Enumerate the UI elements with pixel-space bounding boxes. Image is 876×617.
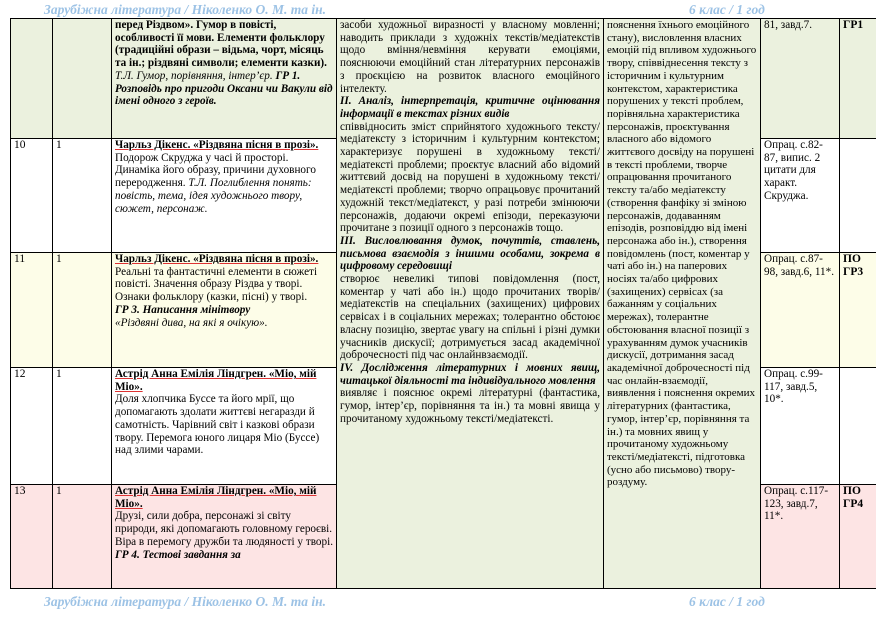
lesson-number: 11 xyxy=(11,253,53,368)
topic-title: перед Різдвом». Гумор в повісті, особливості її мови. Елементи фольклору (традиційні образи – відьма, чорт, місяць та ін.; різдвяні символи; елементи казки). xyxy=(115,19,327,70)
homework: Опрац. с.99-117, завд.5, 10*. xyxy=(761,368,840,485)
expected-results: пояснення їхнього емоційного стану), висловлення власних емоцій під впливом художнього твору, співвіднесення тексту з історичним і культурним контекстом, характеристика порушених у тексті проблем, порівняльна характеристика персонажів, проєктування власного або відомого життєвого досвіду на порушені в тексті проблеми, творче опрацювання прочитаного тексту та/або медіатексту (створення фанфіку зі зміною персонажів, додаванням епізодів, розповіддю від імені персонажа або ін.), створення повідомлень (пост, коментар у чаті або ін.) на паперових носіях та/або цифрових (захищених) сервісах (за бажанням у соціальних мережах), толерантне обстоювання власної позиції з урахуванням думок учасників дискусії, дотримання засад академічної доброчесності під час онлайн-взаємодії, виявлення і пояснення окремих літературних (фантастика, гумор, інтер’єр, порівняння та ін.) та мовних явищ у прочитаному художньому тексті/медіатексті, підготовка (усно або письмово) твору-роздуму. xyxy=(604,19,761,589)
homework: Опрац. с.82-87, випис. 2 цитати для характ. Скруджа. xyxy=(761,139,840,253)
lesson-hours: 1 xyxy=(53,485,112,589)
topic-title: Астрід Анна Емілія Ліндгрен. «Міо, мій Міо». xyxy=(115,368,317,393)
lesson-number: 10 xyxy=(11,139,53,253)
lesson-hours: 1 xyxy=(53,139,112,253)
group-work: ПО ГР3 xyxy=(840,253,876,368)
outcomes-paragraph-1: засоби художньої виразності у власному мовленні; наводить приклади з художніх текстів/медіатекстів щодо вміння/невміння керувати емоціями, пояснюючи емоційний стан літературних персонажів з проєкцією на розвиток власного емоційного інтелекту. xyxy=(340,19,600,95)
lesson-number: 13 xyxy=(11,485,53,589)
lesson-number xyxy=(11,19,53,139)
topic-body: Подорож Скруджа у часі й просторі. Динаміка його образу, причини духовного переродження. xyxy=(115,151,316,190)
outcomes-heading-2: ІІ. Аналіз, інтерпретація, критичне оцінювання інформації в текстах різних видів xyxy=(340,95,600,120)
topic-group-task: ГР 1. Розповідь про пригоди Оксани чи Вакули від імені одного з героїв. xyxy=(115,69,333,108)
group-work: ГР1 xyxy=(840,19,876,139)
topic-group-task: ГР 4. Тестові завдання за xyxy=(115,548,241,561)
homework: Опрац. с.87-98, завд.6, 11*. xyxy=(761,253,840,368)
lesson-number: 12 xyxy=(11,368,53,485)
topic-group-task: ГР 3. Написання мінітвору xyxy=(115,303,251,316)
lesson-topic xyxy=(112,485,337,589)
topic-theory: Т.Л. Гумор, порівняння, інтер’єр. xyxy=(115,69,273,82)
outcomes-paragraph-4: виявляє і пояснює окремі літературні (фантастика, гумор, інтер’єр, порівняння та ін.) та мовні явища у прочитаному художньому тексті/медіатексті. xyxy=(340,387,600,425)
lesson-hours xyxy=(53,19,112,139)
topic-title: Чарльз Дікенс. «Різдвяна пісня в прозі». xyxy=(115,253,319,265)
lesson-plan-table xyxy=(10,18,876,589)
table-row xyxy=(11,19,876,139)
topic-quote: «Різдвяні дива, на які я очікую». xyxy=(115,316,268,329)
topic-title: Астрід Анна Емілія Ліндгрен. «Міо, мій Міо». xyxy=(115,485,317,510)
lesson-topic xyxy=(112,19,337,139)
topic-body: Реальні та фантастичні елементи в сюжеті повісті. Значення образу Різдва у творі. Ознаки фольклору (казки, пісні) у творі. xyxy=(115,265,318,304)
group-work xyxy=(840,368,876,485)
page-footer xyxy=(0,592,876,614)
footer-book-title: Зарубіжна література / Ніколенко О. М. та ін. xyxy=(44,594,326,609)
lesson-topic xyxy=(112,368,337,485)
educational-outcomes xyxy=(337,19,604,589)
homework: 81, завд.7. xyxy=(761,19,840,139)
lesson-hours: 1 xyxy=(53,253,112,368)
header-grade: 6 клас / 1 год xyxy=(689,2,765,17)
topic-body: Доля хлопчика Буссе та його мрії, що допомагають здолати життєві негаразди й самотність. Чарівний світ і казкові образи твору. Перемога юного лицаря Міо (Буссе) над злими чарами. xyxy=(115,393,320,457)
topic-theory: Т.Л. Поглиблення понять: повість, тема, ідея художнього твору, сюжет, персонаж. xyxy=(115,177,312,215)
homework: Опрац. с.117-123, завд.7, 11*. xyxy=(761,485,840,589)
outcomes-paragraph-2: співвідносить зміст сприйнятого художнього тексту/медіатексту з історичним і культурним контекстом; характеризує порушені в художньому тексті/медіатексті проблеми; проєктує власний або відомий життєвий досвід на порушені в художньому тексті/медіатексті проблеми; творчо опрацьовує прочитаний художній текст/медіатекст, у разі потреби змінюючи персонажів, додаючи окремі епізоди, переказуючи прочитане з позиції одного з персонажів тощо. xyxy=(340,120,600,235)
footer-grade: 6 клас / 1 год xyxy=(689,594,765,609)
lesson-topic xyxy=(112,253,337,368)
outcomes-heading-3: ІІІ. Висловлювання думок, почуттів, ставлень, письмова взаємодія з іншими особами, зокрема в цифровому середовищі xyxy=(340,234,600,273)
group-work: ПО ГР4 xyxy=(840,485,876,589)
header-book-title: Зарубіжна література / Ніколенко О. М. та ін. xyxy=(44,2,326,17)
topic-title: Чарльз Дікенс. «Різдвяна пісня в прозі». xyxy=(115,139,319,151)
outcomes-heading-4: IV. Дослідження літературних і мовних явищ, читацької діяльності та індивідуального мовлення xyxy=(340,361,600,387)
group-work xyxy=(840,139,876,253)
lesson-hours: 1 xyxy=(53,368,112,485)
lesson-topic xyxy=(112,139,337,253)
outcomes-paragraph-3: створює невеликі типові повідомлення (пост, коментар у чаті або ін.) щодо прочитаних творів/медіатекстів на спеціальних (захищених) цифрових сервісах і в соціальних мережах; толерантно обстоює власну позицію, звертає увагу на спільні і різні думки учасників дискусії; дотримується засад академічної доброчесності під час онлайнвзаємодії. xyxy=(340,273,600,362)
topic-body: Друзі, сили добра, персонажі зі світу природи, які допомагають головному героєві. Віра в перемогу дружби та людяності у творі. xyxy=(115,510,334,548)
